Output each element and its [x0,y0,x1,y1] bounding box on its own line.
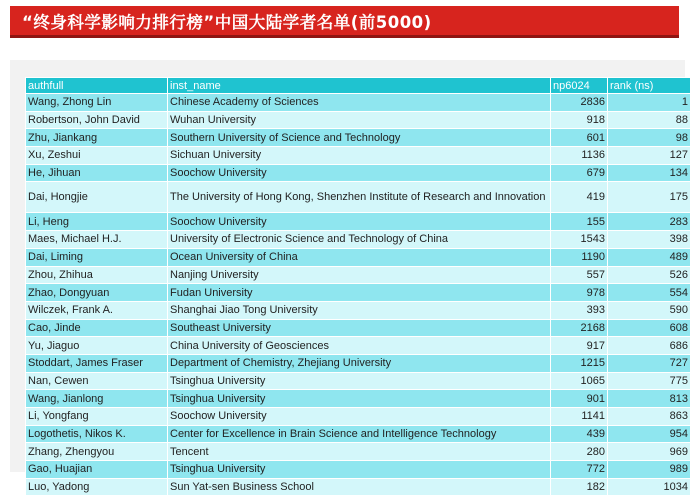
rank-cell: 554 [608,284,691,302]
author-cell: Dai, Liming [26,248,168,266]
np6024-cell: 155 [551,213,608,231]
institution-cell: Center for Excellence in Brain Science and Intelligence Technology [168,425,551,443]
table-row [26,461,691,479]
author-cell: Dai, Hongjie [26,182,168,213]
spreadsheet [25,77,688,496]
table-row [26,248,691,266]
rank-cell: 134 [608,164,691,182]
institution-cell: Tencent [168,443,551,461]
column-header-np6024: np6024 [551,78,608,94]
table-row [26,147,691,165]
header-row [26,78,691,94]
table-row [26,213,691,231]
author-cell: Luo, Yadong [26,478,168,496]
rank-cell: 98 [608,129,691,147]
author-cell: Zhang, Zhengyou [26,443,168,461]
institution-cell: Southeast University [168,319,551,337]
table-row [26,266,691,284]
rank-cell: 969 [608,443,691,461]
table-row [26,164,691,182]
np6024-cell: 1136 [551,147,608,165]
institution-cell: Soochow University [168,408,551,426]
institution-cell: Fudan University [168,284,551,302]
institution-cell: Soochow University [168,164,551,182]
table-row [26,408,691,426]
rank-cell: 88 [608,111,691,129]
np6024-cell: 601 [551,129,608,147]
table-row [26,372,691,390]
np6024-cell: 393 [551,301,608,319]
np6024-cell: 978 [551,284,608,302]
institution-cell: China University of Geosciences [168,337,551,355]
np6024-cell: 772 [551,461,608,479]
table-row [26,301,691,319]
rank-cell: 686 [608,337,691,355]
institution-cell: The University of Hong Kong, Shenzhen Institute of Research and Innovation [168,182,551,213]
author-cell: Wang, Zhong Lin [26,94,168,112]
institution-cell: University of Electronic Science and Technology of China [168,231,551,249]
author-cell: Zhao, Dongyuan [26,284,168,302]
institution-cell: Wuhan University [168,111,551,129]
author-cell: Logothetis, Nikos K. [26,425,168,443]
np6024-cell: 557 [551,266,608,284]
table-row [26,319,691,337]
author-cell: Maes, Michael H.J. [26,231,168,249]
table-body [26,94,691,496]
author-cell: Wilczek, Frank A. [26,301,168,319]
author-cell: Cao, Jinde [26,319,168,337]
table-row [26,443,691,461]
author-cell: Nan, Cewen [26,372,168,390]
rank-cell: 1 [608,94,691,112]
column-header-rank: rank (ns) [608,78,691,94]
author-cell: Li, Heng [26,213,168,231]
institution-cell: Department of Chemistry, Zhejiang University [168,354,551,372]
table-row [26,111,691,129]
column-header-authfull: authfull [26,78,168,94]
table-row [26,337,691,355]
banner-title: “终身科学影响力排行榜”中国大陆学者名单(前5000) [22,12,432,32]
institution-cell: Sichuan University [168,147,551,165]
rank-cell: 489 [608,248,691,266]
table-row [26,231,691,249]
rank-cell: 175 [608,182,691,213]
np6024-cell: 419 [551,182,608,213]
author-cell: Zhou, Zhihua [26,266,168,284]
institution-cell: Southern University of Science and Technology [168,129,551,147]
table-row [26,425,691,443]
author-cell: Xu, Zeshui [26,147,168,165]
author-cell: Yu, Jiaguo [26,337,168,355]
rank-cell: 526 [608,266,691,284]
rank-cell: 283 [608,213,691,231]
table-row [26,94,691,112]
rank-cell: 954 [608,425,691,443]
rank-cell: 863 [608,408,691,426]
np6024-cell: 1190 [551,248,608,266]
table-row [26,182,691,213]
np6024-cell: 1543 [551,231,608,249]
table-row [26,478,691,496]
np6024-cell: 1141 [551,408,608,426]
rank-cell: 989 [608,461,691,479]
rank-cell: 727 [608,354,691,372]
np6024-cell: 1065 [551,372,608,390]
np6024-cell: 182 [551,478,608,496]
rank-cell: 127 [608,147,691,165]
np6024-cell: 2168 [551,319,608,337]
np6024-cell: 1215 [551,354,608,372]
author-cell: Gao, Huajian [26,461,168,479]
table-row [26,390,691,408]
scholar-table [25,77,691,496]
author-cell: He, Jihuan [26,164,168,182]
institution-cell: Shanghai Jiao Tong University [168,301,551,319]
author-cell: Stoddart, James Fraser [26,354,168,372]
institution-cell: Ocean University of China [168,248,551,266]
institution-cell: Tsinghua University [168,390,551,408]
np6024-cell: 2836 [551,94,608,112]
table-panel [10,60,688,494]
title-banner [10,6,679,38]
author-cell: Wang, Jianlong [26,390,168,408]
rank-cell: 775 [608,372,691,390]
np6024-cell: 918 [551,111,608,129]
institution-cell: Soochow University [168,213,551,231]
np6024-cell: 679 [551,164,608,182]
author-cell: Robertson, John David [26,111,168,129]
author-cell: Zhu, Jiankang [26,129,168,147]
np6024-cell: 917 [551,337,608,355]
table-row [26,354,691,372]
np6024-cell: 439 [551,425,608,443]
rank-cell: 608 [608,319,691,337]
rank-cell: 813 [608,390,691,408]
rank-cell: 590 [608,301,691,319]
institution-cell: Nanjing University [168,266,551,284]
np6024-cell: 901 [551,390,608,408]
rank-cell: 398 [608,231,691,249]
column-header-inst-name: inst_name [168,78,551,94]
rank-cell: 1034 [608,478,691,496]
np6024-cell: 280 [551,443,608,461]
institution-cell: Tsinghua University [168,372,551,390]
table-row [26,129,691,147]
table-row [26,284,691,302]
institution-cell: Tsinghua University [168,461,551,479]
institution-cell: Sun Yat-sen Business School [168,478,551,496]
institution-cell: Chinese Academy of Sciences [168,94,551,112]
author-cell: Li, Yongfang [26,408,168,426]
